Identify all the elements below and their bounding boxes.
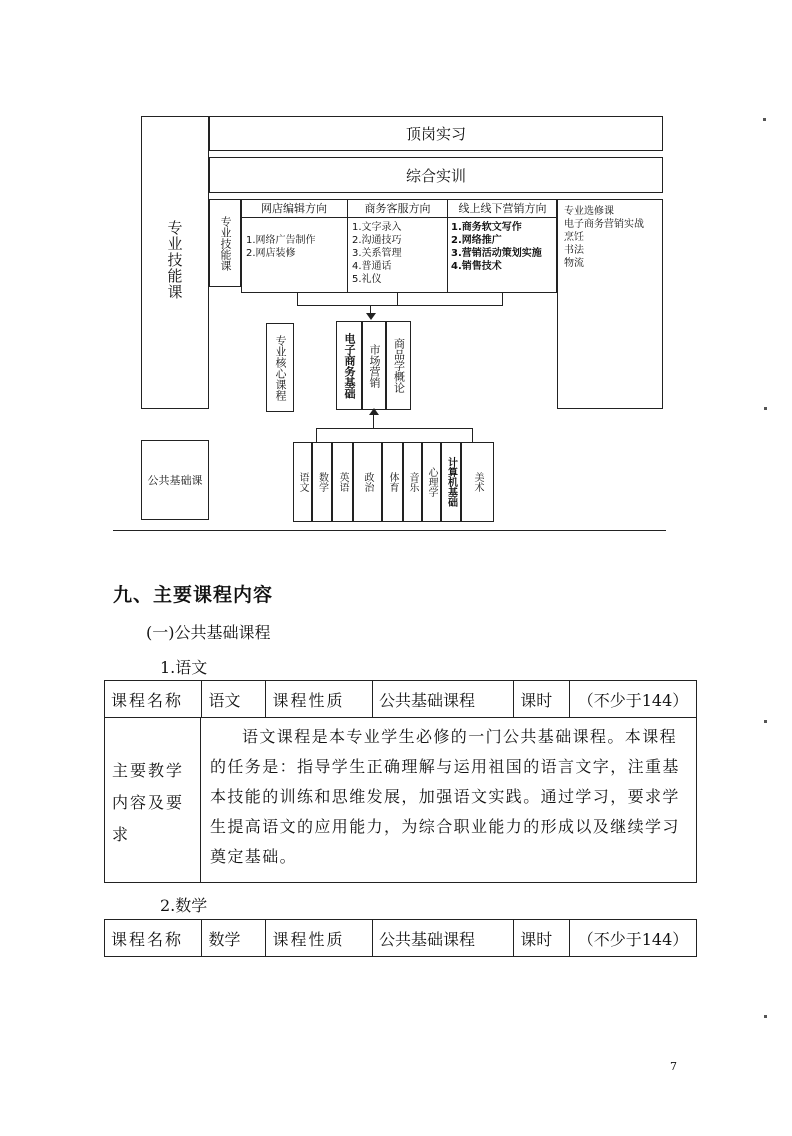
course-hours-value: （不少于144） [570, 920, 697, 957]
training-bar [209, 157, 663, 193]
public-course-politics [353, 442, 382, 522]
direction-header-3: 线上线下营销方向 [458, 202, 547, 215]
public-course-name: 美术 [472, 472, 483, 492]
scan-speck [763, 118, 766, 121]
list-item: 书法 [564, 245, 584, 256]
public-course-name: 体育 [387, 472, 398, 492]
course-nature-label: 课程性质 [266, 920, 373, 957]
course-table-math [104, 919, 697, 957]
connector-line [297, 293, 298, 305]
course-hours-value: （不少于144） [570, 681, 697, 718]
connector-line [397, 293, 398, 305]
list-item: 4.普通话 [352, 261, 392, 272]
list-item: 1.网络广告制作 [246, 235, 316, 246]
list-item: 5.礼仪 [352, 274, 382, 285]
core-course-ecommerce [336, 321, 362, 410]
direction-2-items [352, 221, 446, 286]
diagram-baseline [113, 530, 666, 531]
course-name-value: 数学 [202, 920, 266, 957]
subsection-title: (一)公共基础课程 [146, 623, 271, 642]
course-content-label: 主要教学内容及要求 [112, 761, 185, 844]
public-course-name: 音乐 [407, 472, 418, 492]
public-course-psychology [422, 442, 441, 522]
public-course-pe [382, 442, 403, 522]
public-course-name: 英语 [337, 472, 348, 492]
public-course-math [312, 442, 332, 522]
core-course-merchandise [386, 321, 411, 410]
public-course-music [403, 442, 422, 522]
public-course-name: 心理学 [426, 467, 437, 497]
course-hours-label: 课时 [514, 681, 570, 718]
course-name-label: 课程名称 [105, 681, 202, 718]
scan-speck [764, 1015, 767, 1018]
table-row [105, 920, 697, 957]
internship-label: 顶岗实习 [405, 125, 466, 143]
page-number: 7 [670, 1060, 677, 1073]
course-name-label: 课程名称 [105, 920, 202, 957]
list-item: 物流 [564, 258, 584, 269]
course-nature-value: 公共基础课程 [373, 681, 514, 718]
list-item: 电子商务营销实战 [564, 219, 644, 230]
skill-course-label: 专业技能课 [219, 215, 232, 271]
direction-header-2: 商务客服方向 [364, 202, 431, 215]
core-course-name: 市场营销 [368, 343, 381, 388]
core-course-name: 商品学概论 [392, 338, 406, 393]
list-item: 2.网络推广 [451, 235, 502, 246]
training-label: 综合实训 [405, 166, 466, 185]
arrow-head [366, 313, 376, 320]
public-course-name: 政治 [362, 472, 373, 492]
list-item: 3.营销活动策划实施 [451, 248, 542, 259]
elective-list [564, 205, 662, 270]
scan-speck [764, 720, 767, 723]
connector-line [502, 293, 503, 305]
public-course-name: 数学 [316, 472, 328, 492]
table-row [105, 681, 697, 718]
course-name-value: 语文 [202, 681, 266, 718]
skill-course-box [209, 199, 241, 287]
course-content-text: 语文课程是本专业学生必修的一门公共基础课程。本课程的任务是：指导学生正确理解与运用祖国的语言文字，注重基本技能的训练和思维发展，加强语文实践。通过学习，要求学生提高语文的应用能力，为综合职业能力的形成以及继续学习奠定基础。 [210, 727, 680, 866]
scan-speck [764, 407, 767, 410]
section-title: 九、主要课程内容 [113, 584, 274, 606]
list-item: 1.文字录入 [352, 222, 402, 233]
connector-line [316, 428, 473, 429]
list-item: 2.沟通技巧 [352, 235, 402, 246]
list-item: 4.销售技术 [451, 261, 502, 272]
public-course-english [332, 442, 353, 522]
core-course-label: 专业核心课程 [274, 334, 287, 401]
public-course-name: 语文 [297, 472, 308, 492]
course-heading-math: 2.数学 [160, 896, 208, 915]
list-item: 1.商务软文写作 [451, 222, 522, 233]
core-course-marketing [362, 321, 386, 410]
public-course-art [461, 442, 494, 522]
elective-title: 专业选修课 [564, 206, 614, 217]
list-item: 2.网店装修 [246, 248, 296, 259]
public-course-label: 公共基础课 [147, 474, 203, 487]
public-course-computer [441, 442, 461, 522]
core-course-name: 电子商务基础 [343, 332, 356, 399]
direction-1-items [246, 234, 346, 260]
list-item: 3.关系管理 [352, 248, 402, 259]
course-nature-label: 课程性质 [266, 681, 373, 718]
list-item: 烹饪 [564, 232, 584, 243]
public-course-label-box [141, 440, 209, 520]
internship-bar [209, 116, 663, 151]
public-course-chinese [293, 442, 312, 522]
core-course-label-box [266, 323, 294, 412]
direction-3-items [451, 221, 555, 273]
course-table-chinese [104, 680, 697, 718]
course-nature-value: 公共基础课程 [373, 920, 514, 957]
connector-line [297, 305, 503, 306]
arrow-head [369, 408, 379, 415]
course-hours-label: 课时 [514, 920, 570, 957]
professional-skills-label: 专业技能课 [165, 220, 184, 300]
direction-header-1: 网店编辑方向 [261, 202, 327, 215]
public-course-name: 计算机基础 [445, 457, 457, 507]
course-heading-chinese: 1.语文 [160, 658, 208, 677]
